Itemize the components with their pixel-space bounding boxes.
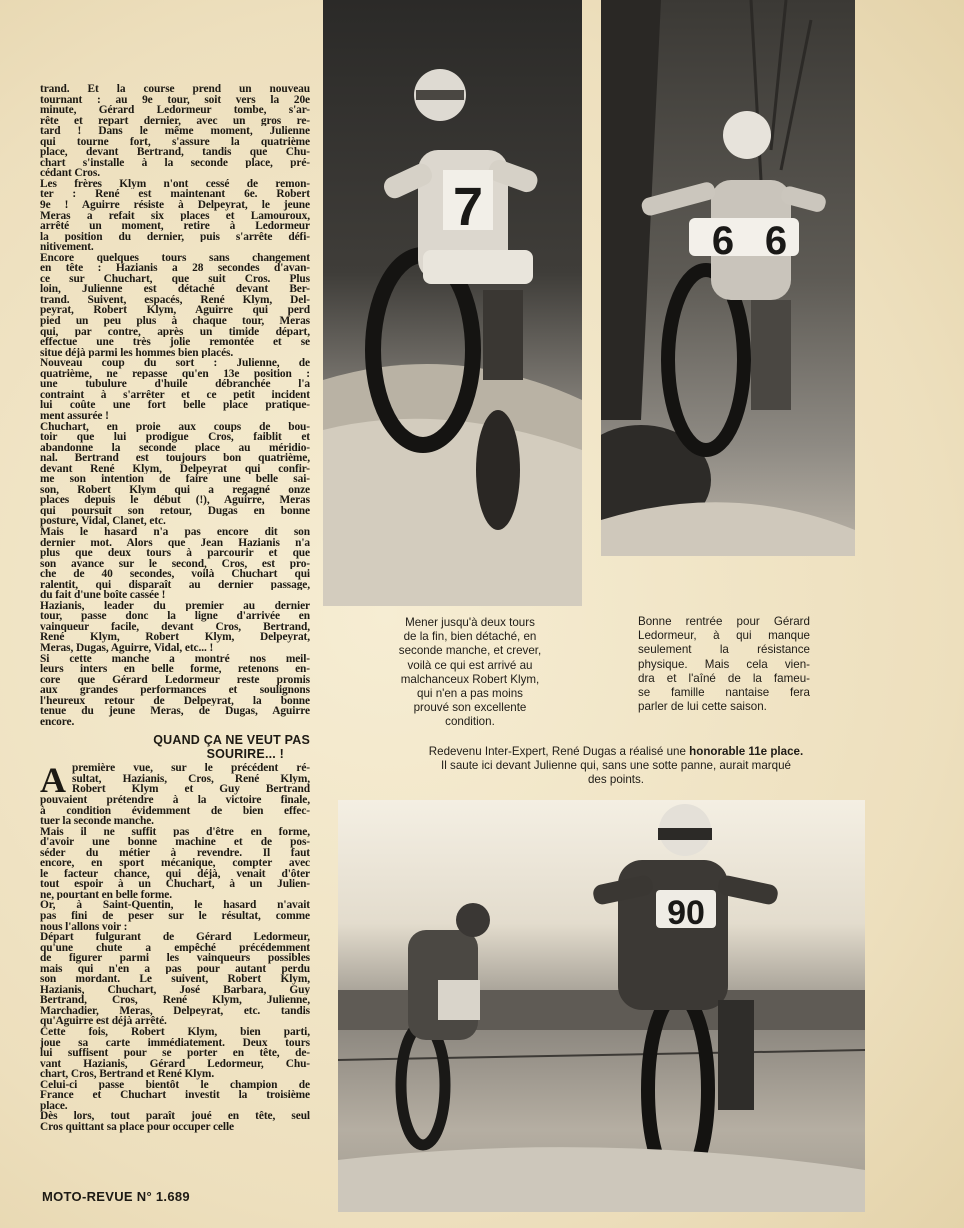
article-line: plus que deux tours à parcourir et que — [40, 548, 310, 559]
race-number-6: 6 — [711, 219, 735, 263]
caption-line: Ledormeur, à qui manque — [638, 629, 810, 643]
article-line: pouvaient prétendre à la victoire finale, — [40, 795, 310, 806]
article-line: loin, Julienne est détaché devant Ber- — [40, 284, 310, 295]
article-line: qui tourne fort, s'assure la quatrième — [40, 136, 310, 148]
article-line: à condition évidemment de bien effec- — [40, 805, 310, 817]
article-line: Les frères Klym n'ont cessé de remon- — [40, 178, 310, 190]
caption-photo-rider-6 — [638, 615, 810, 714]
article-line: qu'Aguirre est déjà arrêté. — [40, 1016, 167, 1028]
caption-photo-rider-7 — [372, 616, 568, 730]
caption-line: parler de lui cette saison. — [638, 700, 767, 714]
article-line: nitivement. — [40, 242, 94, 253]
article-line: Meras, Dugas, Aguirre, Vidal, etc... ! — [40, 642, 214, 654]
article-line: chart, Cros, Bertrand et René Klym. — [40, 1069, 215, 1080]
caption-line: qui n'en a pas moins — [417, 687, 523, 701]
article-line: Mais le hasard n'a pas encore dit son — [40, 526, 310, 538]
caption-line: malchanceux Robert Klym, — [400, 672, 540, 686]
article-line: Hazianis, Chuchart, José Barbara, Guy — [40, 984, 310, 996]
article-line: tournant : au 9e tour, soit vers la 20e — [40, 94, 310, 106]
article-line: leurs inters en belle forme, retenons en- — [40, 664, 310, 675]
article-line: en tête : Hazianis a 28 secondes d'avan- — [40, 263, 310, 274]
article-line: situe déjà parmi les hommes bien placés. — [40, 347, 234, 359]
race-number-7: 7 — [452, 177, 484, 237]
caption-line: prouvé son excellente — [413, 701, 527, 715]
article-line: Nouveau coup du sort : Julienne, de — [40, 358, 310, 369]
article-line: places depuis le début (!), Aguirre, Meras — [40, 495, 310, 506]
article-line: che de 40 secondes, voilà Chuchart qui — [40, 569, 310, 580]
photo-rider-90-image — [338, 800, 865, 1212]
caption-line: dra et l'aîné de la fameu- — [638, 671, 810, 685]
article-line: devant René Klym, Delpeyrat qui confir- — [40, 463, 310, 475]
article-line: peyrat, Robert Klym, Aguirre qui perd — [40, 305, 310, 317]
article-line: Marchadier, Meras, Delpeyrat, etc. tandis — [40, 1005, 310, 1017]
article-line: encore, en sport mécanique, compter avec — [40, 858, 310, 869]
article-line: Départ fulgurant de Gérard Ledormeur, — [40, 932, 310, 943]
article-line: arrêté un moment, retire à Ledormeur — [40, 221, 310, 232]
article-line: quatrième, ne repasse qu'en 13e position : — [40, 368, 310, 380]
caption-line: se famille nantaise fera — [638, 686, 810, 700]
caption-3-line-2: Il saute ici devant Julienne qui, sans une sotte panne, aurait marqué — [441, 759, 791, 773]
article-line: lui coûte une fort belle place pratique- — [40, 400, 310, 411]
article-line: contraint à s'arrêter et ce petit incident — [40, 389, 310, 401]
article-line: France et Chuchart investit la troisième — [40, 1090, 310, 1101]
caption-3-line-1-b: honorable 11e place. — [689, 745, 804, 758]
heading-line-2: SOURIRE... ! — [206, 747, 284, 762]
article-line: minute, Gérard Ledormeur tombe, s'ar- — [40, 105, 310, 116]
caption-3-line-3: des points. — [587, 773, 645, 787]
article-line: pied un peu plus à chaque tour, Meras — [40, 316, 310, 327]
article-line: nous l'allons voir : — [40, 921, 128, 933]
article-line: trand. Suivent, espacés, René Klym, Del- — [40, 294, 310, 306]
article-line: toir que lui prodigue Cros, faiblit et — [40, 432, 310, 443]
article-line: son, Robert Klym qui a regagné onze — [40, 484, 310, 496]
caption-line: seconde manche, et crever, — [398, 644, 542, 658]
article-line: Cette fois, Robert Klym, bien parti, — [40, 1027, 310, 1038]
photo-rider-7-image — [323, 0, 582, 606]
caption-line: Mener jusqu'à deux tours — [405, 616, 535, 629]
article-line: du fait d'une boîte cassée ! — [40, 590, 166, 601]
photo-rider-6-image — [601, 0, 855, 556]
caption-photo-rider-90 — [368, 745, 864, 788]
article-line: cédant Cros. — [40, 168, 100, 179]
article-column — [40, 84, 310, 1133]
article-line: nal. Bertrand est toujours bon quatrième, — [40, 453, 310, 464]
article-line: l'heureux retour de Delpeyrat, la bonne — [40, 695, 310, 707]
article-line: le facteur chance, qui déjà, venait d'ôter — [40, 868, 310, 880]
article-line: la position du dernier, puis s'arrête défi- — [40, 231, 310, 243]
article-line: ne, pourtant en belle forme. — [40, 889, 172, 901]
article-line: Celui-ci passe bientôt le champion de — [40, 1079, 310, 1091]
article-line: pas fini de peser sur le résultat, comme — [40, 911, 310, 922]
article-line: une tubulure d'huile débranchée l'a — [40, 379, 310, 390]
caption-line: seulement la résistance — [638, 643, 810, 657]
article-line: abandonne la seconde place au méridio- — [40, 442, 310, 454]
article-line: qu'une chute a empêché précédemment — [40, 942, 310, 954]
article-line: qui poursuit son retour, Dugas en bonne — [40, 505, 310, 517]
article-line: 9e ! Aguirre résiste à Delpeyrat, le jeune — [40, 200, 310, 211]
article-text-top — [40, 84, 310, 727]
photo-rider-6 — [601, 0, 855, 556]
caption-3-line-1 — [368, 745, 864, 759]
heading-line-1: QUAND ÇA NE VEUT PAS — [153, 733, 310, 748]
article-line: place. — [40, 1100, 68, 1112]
article-line: me son intention de faire une belle sai- — [40, 474, 310, 485]
caption-line: Bonne rentrée pour Gérard — [638, 615, 810, 628]
page-footer: MOTO-REVUE N° 1.689 — [42, 1189, 190, 1204]
article-line: vant Hazianis, Gérard Ledormeur, Chu- — [40, 1058, 310, 1070]
article-line: Or, à Saint-Quentin, le hasard n'avait — [40, 900, 310, 912]
drop-cap: A — [40, 760, 66, 801]
article-line: tour, passe donc la ligne d'arrivée en — [40, 611, 310, 622]
article-line: effectue une très jolie remontée et se — [40, 337, 310, 348]
article-line: Chuchart, en proie aux coups de bou- — [40, 421, 310, 433]
article-line: tenue du jeune Meras, de Dugas, Aguirre — [40, 706, 310, 717]
dropcap-paragraph — [40, 760, 310, 1133]
article-line: trand. Et la course prend un nouveau — [40, 84, 310, 95]
article-line: sultat, Hazianis, Cros, René Klym, — [72, 773, 310, 785]
article-line: place, devant Bertrand, tandis que Chu- — [40, 147, 310, 158]
article-line: posture, Vidal, Clanet, etc. — [40, 516, 166, 527]
article-line: Mais il ne suffit pas d'être en forme, — [40, 826, 310, 838]
article-text-bottom — [40, 760, 310, 1133]
caption-line: condition. — [445, 715, 495, 729]
article-line: core que Gérard Ledormeur reste promis — [40, 674, 310, 686]
caption-line: physique. Mais cela vien- — [638, 657, 810, 671]
article-line: première vue, sur le précédent ré- — [72, 763, 310, 774]
article-line: Meras a refait six places et Lamouroux, — [40, 210, 310, 222]
article-line: Robert Klym et Guy Bertrand — [72, 784, 310, 795]
article-line: tout espoir à un Chuchart, à un Julien- — [40, 879, 310, 890]
article-line: mais qui n'en a pas pour autant perdu — [40, 963, 310, 975]
article-line: tuer la seconde manche. — [40, 816, 154, 827]
caption-line: voilà ce qui est arrivé au — [407, 658, 533, 672]
race-number-6-b: 6 — [764, 219, 788, 263]
article-line: joue sa carte immédiatement. Deux tours — [40, 1037, 310, 1049]
article-line: vainqueur facile, devant Cros, Bertrand, — [40, 621, 310, 633]
article-line: tard ! Dans le même moment, Julienne — [40, 126, 310, 137]
article-line: Dès lors, tout paraît joué en tête, seul — [40, 1111, 310, 1122]
article-line: dernier mot. Alors que Jean Hazianis n'a — [40, 537, 310, 549]
race-number-90: 90 — [667, 894, 705, 932]
article-line: rête et repart dernier, avec un gros re- — [40, 115, 310, 127]
article-line: Bertrand, Cros, René Klym, Julienne, — [40, 995, 310, 1006]
article-line: son avance sur le second, Cros, est pro- — [40, 558, 310, 570]
photo-rider-90 — [338, 800, 865, 1212]
article-line: ralentit, qui disparaît au dernier passage, — [40, 579, 310, 591]
caption-line: de la fin, bien détaché, en — [403, 630, 537, 644]
article-line: Encore quelques tours sans changement — [40, 252, 310, 264]
article-line: ment assurée ! — [40, 410, 109, 422]
article-line: Cros quittant sa place pour occuper celle — [40, 1121, 234, 1133]
article-line: lui suffisent pour se porter en tête, de- — [40, 1048, 310, 1059]
article-line: chart s'installe à la seconde place, pré- — [40, 157, 310, 169]
article-line: René Klym, Robert Klym, Delpeyrat, — [40, 632, 310, 643]
section-heading — [40, 733, 310, 761]
caption-3-line-1-a: Redevenu Inter-Expert, René Dugas a réalisé une — [428, 745, 690, 758]
article-line: ce sur Chuchart, que suit Cros. Plus — [40, 273, 310, 285]
article-line: Si cette manche a montré nos meil- — [40, 653, 310, 665]
photo-rider-7 — [323, 0, 582, 606]
article-line: qui, par contre, après un timide départ, — [40, 326, 310, 338]
article-line: d'avoir une bonne machine et de pos- — [40, 837, 310, 848]
article-line: ter : René est maintenant 6e. Robert — [40, 189, 310, 201]
article-line: de figurer parmi les vainqueurs possibles — [40, 953, 310, 964]
article-line: encore. — [40, 716, 75, 728]
article-line: Hazianis, leader du premier au dernier — [40, 600, 310, 612]
article-line: son mordant. Le suivent, Robert Klym, — [40, 974, 310, 985]
article-line: aux grandes performances et soulignons — [40, 685, 310, 696]
article-line: séder du métier à revendre. Il faut — [40, 847, 310, 859]
